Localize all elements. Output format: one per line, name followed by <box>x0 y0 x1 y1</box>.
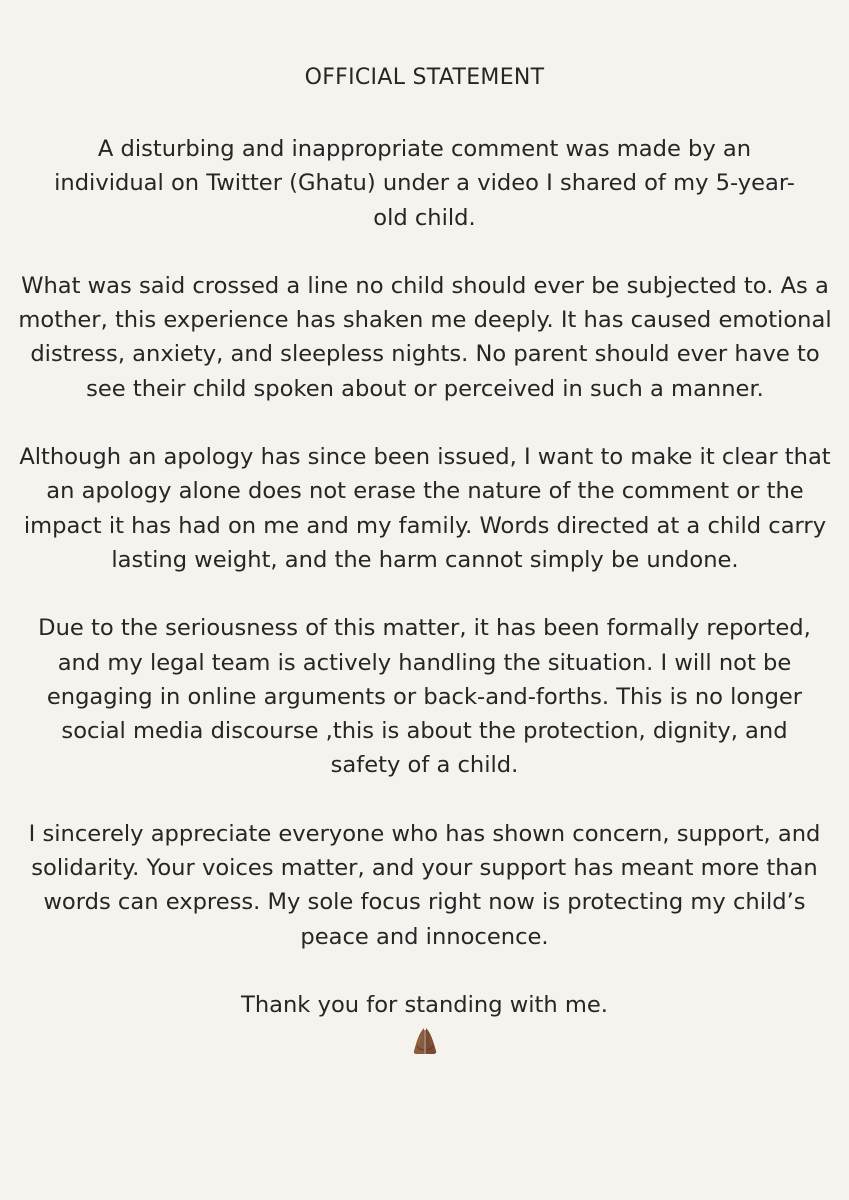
statement-title: OFFICIAL STATEMENT <box>304 65 545 90</box>
statement-paragraph-1: A disturbing and inappropriate comment was made by an individual on Twitter (Ghatu) under a video I shared of my 5-year-old child. <box>54 136 795 231</box>
statement-paragraph-5: I sincerely appreciate everyone who has shown concern, support, and solidarity. Your voices matter, and your support has meant more than words can express. My sole focus right now is protecting my child’s peace and innocence. <box>28 820 821 950</box>
folded-hands-icon <box>408 1024 442 1058</box>
statement-paragraph-4: Due to the seriousness of this matter, it has been formally reported, and my legal team is actively handling the situation. I will not be engaging in online arguments or back-and-forths. This is no longer social media discourse ,this is about the protection, dignity, and safety of a child. <box>38 615 811 779</box>
statement-paragraph-2: What was said crossed a line no child should ever be subjected to. As a mother, this experience has shaken me deeply. It has caused emotional distress, anxiety, and sleepless nights. No parent should ever have to see their child spoken about or perceived in such a manner. <box>18 272 832 402</box>
statement-paragraph-3: Although an apology has since been issued, I want to make it clear that an apology alone does not erase the nature of the comment or the impact it has had on me and my family. Words directed at a child carry lasting weight, and the harm cannot simply be undone. <box>19 444 831 573</box>
closing-line: Thank you for standing with me. <box>241 991 608 1018</box>
